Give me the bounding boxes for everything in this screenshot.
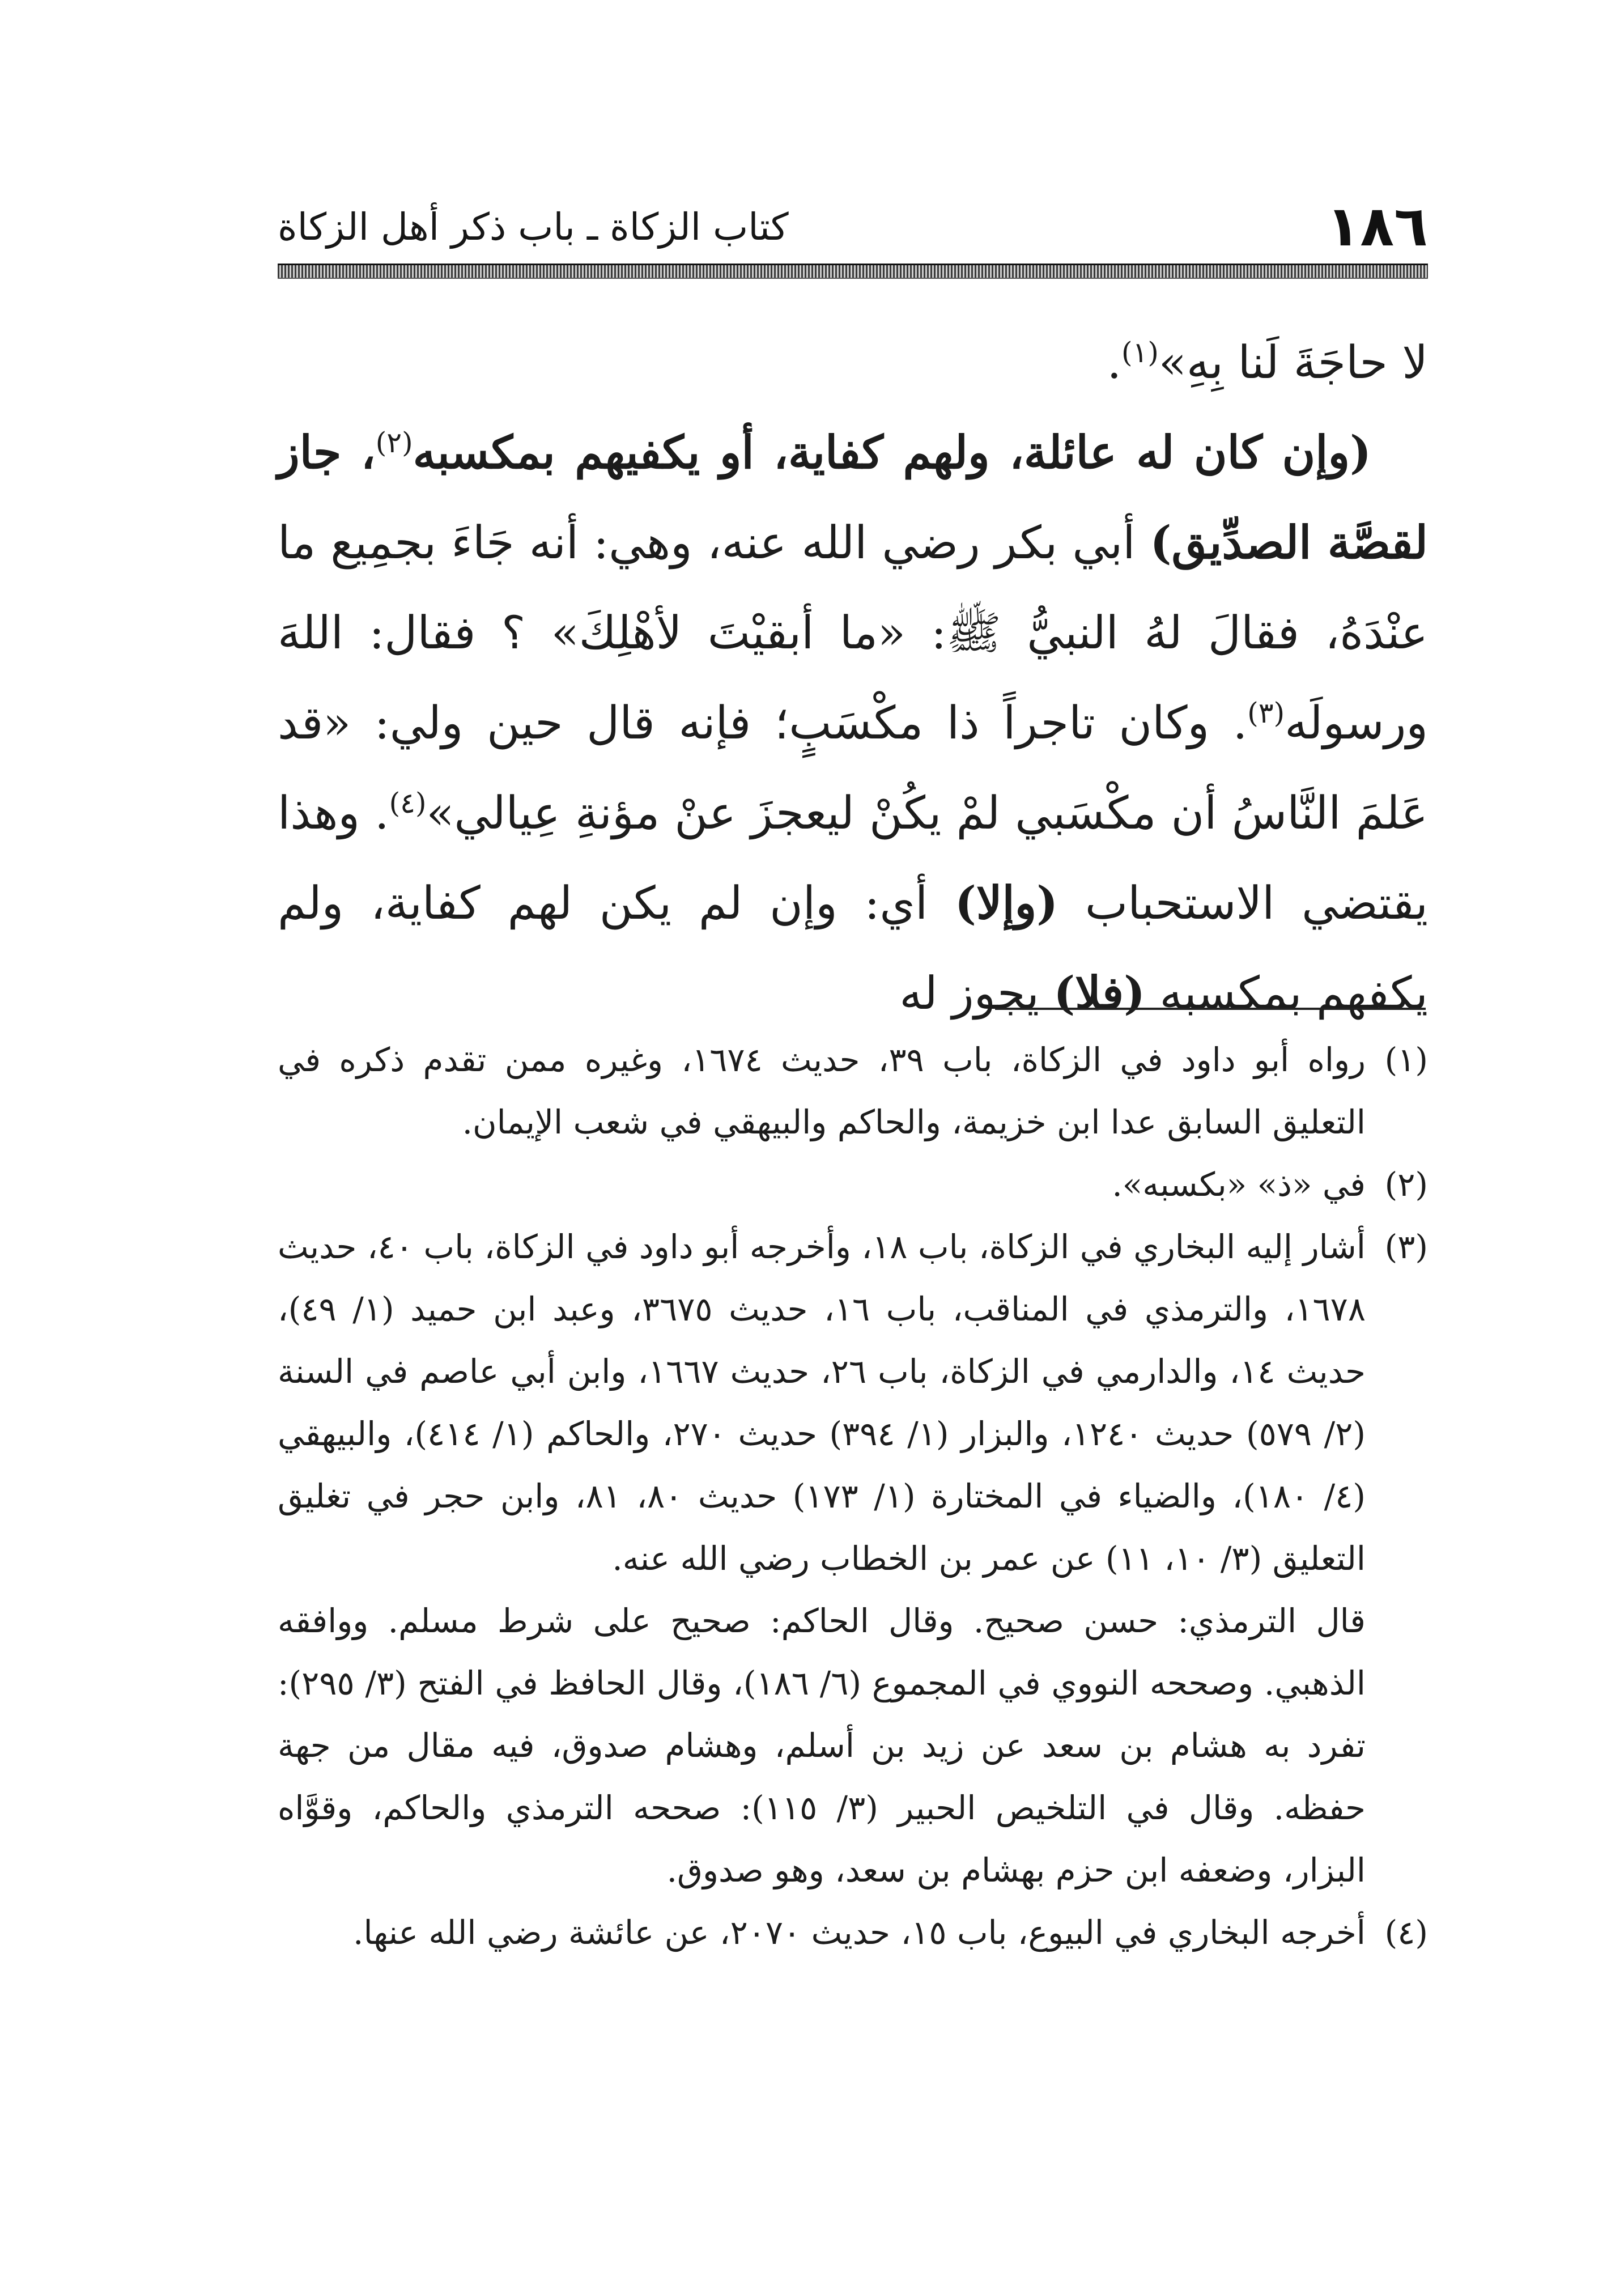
page-number: ١٨٦ [1326,194,1428,259]
commentary-text-3: . وهذا يقتضي الاستحباب [278,787,1428,929]
footnote-1 [278,1029,1428,1153]
matn-text-3: (وإلا) [954,876,1058,929]
footnote-text: في «ذ» «بكسبه». [1112,1165,1366,1204]
footnote-text: رواه أبو داود في الزكاة، باب ٣٩، حديث ١٦٧٤، وغيره ممن تقدم ذكره في التعليق السابق عدا ابن خزيمة، والحاكم والبيهقي في شعب الإيمان. [278,1041,1366,1141]
paragraph-1 [278,317,1428,407]
footnote-2 [278,1153,1428,1216]
paragraph-2 [278,407,1428,1038]
footnote-ref-2: (٢) [375,426,413,459]
matn-text-2: ، جاز لقصَّة الصدِّيق) [278,426,1428,569]
matn-text-4: (فلا) [1053,966,1146,1020]
footnote-ref-1: (١) [1121,336,1159,369]
running-title: كتاب الزكاة ـ باب ذكر أهل الزكاة [278,205,789,249]
commentary-text-2: . وكان تاجراً ذا مكْسَبٍ؛ فإنه قال حين ولي: «قد عَلمَ النَّاسُ أن مكْسَبي لمْ يكُنْ ليعجزَ عنْ مؤنةِ عِيالي» [278,697,1428,839]
footnote-text: أشار إليه البخاري في الزكاة، باب ١٨، وأخرجه أبو داود في الزكاة، باب ٤٠، حديث ١٦٧٨، والترمذي في المناقب، باب ١٦، حديث ٣٦٧٥، وعبد ابن حميد (١/ ٤٩)، حديث ١٤، والدارمي في الزكاة، باب ٢٦، حديث ١٦٦٧، وابن أبي عاصم في السنة (٢/ ٥٧٩) حديث ١٢٤٠، والبزار (١/ ٣٩٤) حديث ٢٧٠، والحاكم (١/ ٤١٤)، والبيهقي (٤/ ١٨٠)، والضياء في المختارة (١/ ١٧٣) حديث ٨٠، ٨١، وابن حجر في تغليق التعليق (٣/ ١٠، ١١) عن عمر بن الخطاب رضي الله عنه. [278,1228,1366,1578]
commentary-text-1: أبي بكر رضي الله عنه، وهي: أنه جَاءَ بجمِيع ما عنْدَهُ، فقالَ لهُ النبيُّ ﷺ: «ما أبقيْتَ لأهْلِكَ» ؟ فقال: اللهَ ورسولَه [278,516,1428,749]
page-header [278,196,1428,258]
footnote-ref-3: (٣) [1247,697,1285,729]
footnote-number: (٤) [1384,1913,1428,1952]
footnote-4 [278,1901,1428,1964]
paragraph-1-text: لا حاجَةَ لَنا بِهِ» [1158,336,1428,389]
footnote-3 [278,1216,1428,1901]
main-text [278,317,1428,1038]
footnote-text: أخرجه البخاري في البيوع، باب ١٥، حديث ٢٠٧٠، عن عائشة رضي الله عنها. [353,1913,1366,1952]
footnote-number: (٢) [1384,1165,1428,1204]
header-rule [278,264,1428,279]
footnotes [278,1029,1428,1964]
commentary-text-4: أي: وإن لم يكن لهم كفاية، ولم يكفهم بمكسبه [278,877,1428,1020]
paragraph-1-end: . [1107,336,1122,389]
footnote-ref-4: (٤) [389,787,427,819]
matn-text-1: (وإن كان له عائلة، ولهم كفاية، أو يكفيهم بمكسبه [413,426,1371,479]
footnote-number: (١) [1384,1041,1428,1079]
footnote-separator [995,1008,1426,1010]
commentary-text-5: يجوز له [899,967,1054,1020]
footnote-number: (٣) [1384,1228,1428,1266]
footnote-text-continued: قال الترمذي: حسن صحيح. وقال الحاكم: صحيح على شرط مسلم. ووافقه الذهبي. وصححه النووي في المجموع (٦/ ١٨٦)، وقال الحافظ في الفتح (٣/ ٢٩٥): تفرد به هشام بن سعد عن زيد بن أسلم، وهشام صدوق، فيه مقال من جهة حفظه. وقال في التلخيص الحبير (٣/ ١١٥): صححه الترمذي والحاكم، وقوَّاه البزار، وضعفه ابن حزم بهشام بن سعد، وهو صدوق. [278,1602,1366,1889]
